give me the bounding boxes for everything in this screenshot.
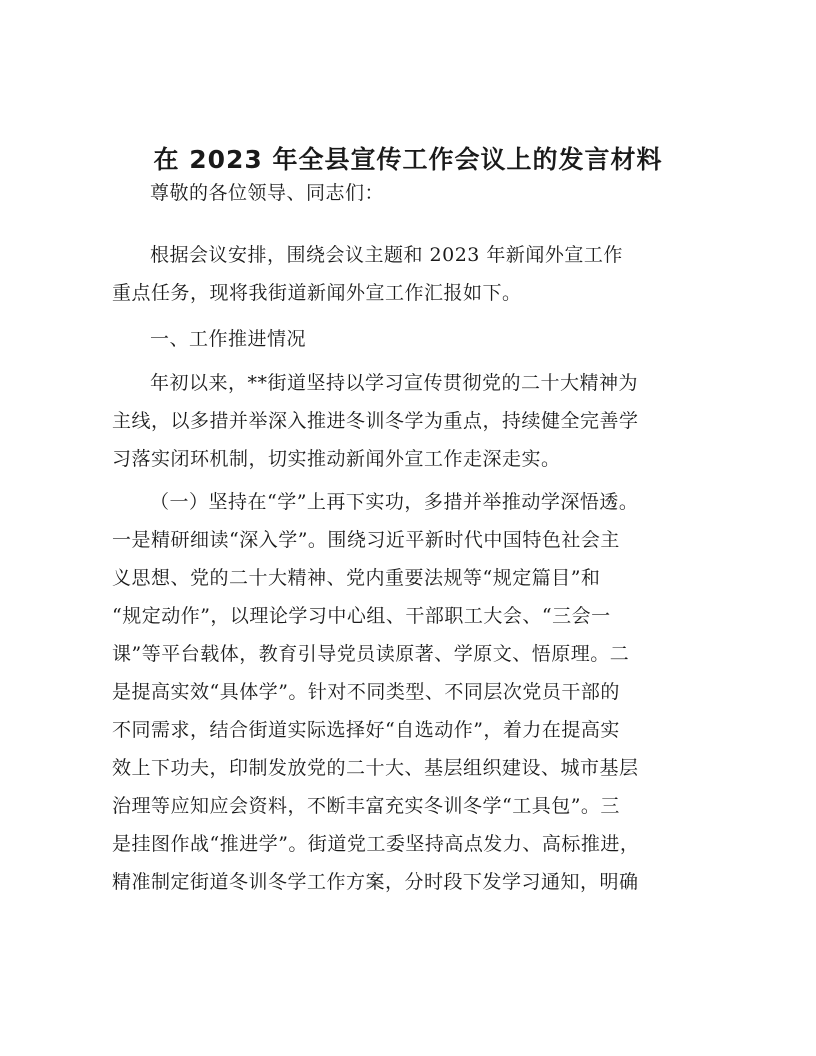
subsection-line-6: 是提高实效“具体学”。针对不同类型、不同层次党员干部的: [112, 681, 620, 703]
document-title: 在 2023 年全县宣传工作会议上的发言材料: [153, 145, 663, 174]
subsection-line-11: 精准制定街道冬训冬学工作方案，分时段下发学习通知，明确: [112, 871, 639, 893]
subsection-line-5: 课”等平台载体，教育引导党员读原著、学原文、悟原理。二: [112, 643, 630, 665]
section-heading-paragraph: [112, 320, 712, 358]
section-heading: 一、工作推进情况: [150, 328, 307, 350]
overview-paragraph: [112, 364, 712, 478]
intro-paragraph: [112, 236, 712, 312]
subsection-line-3: 义思想、党的二十大精神、党内重要法规等“规定篇目”和: [112, 567, 601, 589]
subsection-line-9: 治理等应知应会资料，不断丰富充实冬训冬学“工具包”。三: [112, 795, 620, 817]
subsection-line-10: 是挂图作战“推进学”。街道党工委坚持高点发力、高标推进，: [112, 833, 640, 855]
subsection-line-1: （一）坚持在“学”上再下实功，多措并举推动学深悟透。: [150, 491, 639, 513]
subsection-line-7: 不同需求，结合街道实际选择好“自选动作”，着力在提高实: [112, 719, 620, 741]
intro-line-1: 根据会议安排，围绕会议主题和 2023 年新闻外宣工作: [150, 244, 623, 266]
subsection-line-8: 效上下功夫，印制发放党的二十大、基层组织建设、城市基层: [112, 757, 639, 779]
subsection-paragraph: [112, 483, 712, 901]
overview-line-2: 主线，以多措并举深入推进冬训冬学为重点，持续健全完善学: [112, 410, 639, 432]
subsection-line-4: “规定动作”，以理论学习中心组、干部职工大会、“三会一: [112, 605, 611, 627]
overview-line-3: 习落实闭环机制，切实推动新闻外宣工作走深走实。: [112, 448, 561, 470]
intro-line-2: 重点任务，现将我街道新闻外宣工作汇报如下。: [112, 282, 522, 304]
greeting-paragraph: [112, 174, 712, 212]
overview-line-1: 年初以来，**街道坚持以学习宣传贯彻党的二十大精神为: [150, 372, 639, 394]
subsection-line-2: 一是精研细读“深入学”。围绕习近平新时代中国特色社会主: [112, 529, 620, 551]
greeting-text: 尊敬的各位领导、同志们：: [150, 182, 385, 204]
